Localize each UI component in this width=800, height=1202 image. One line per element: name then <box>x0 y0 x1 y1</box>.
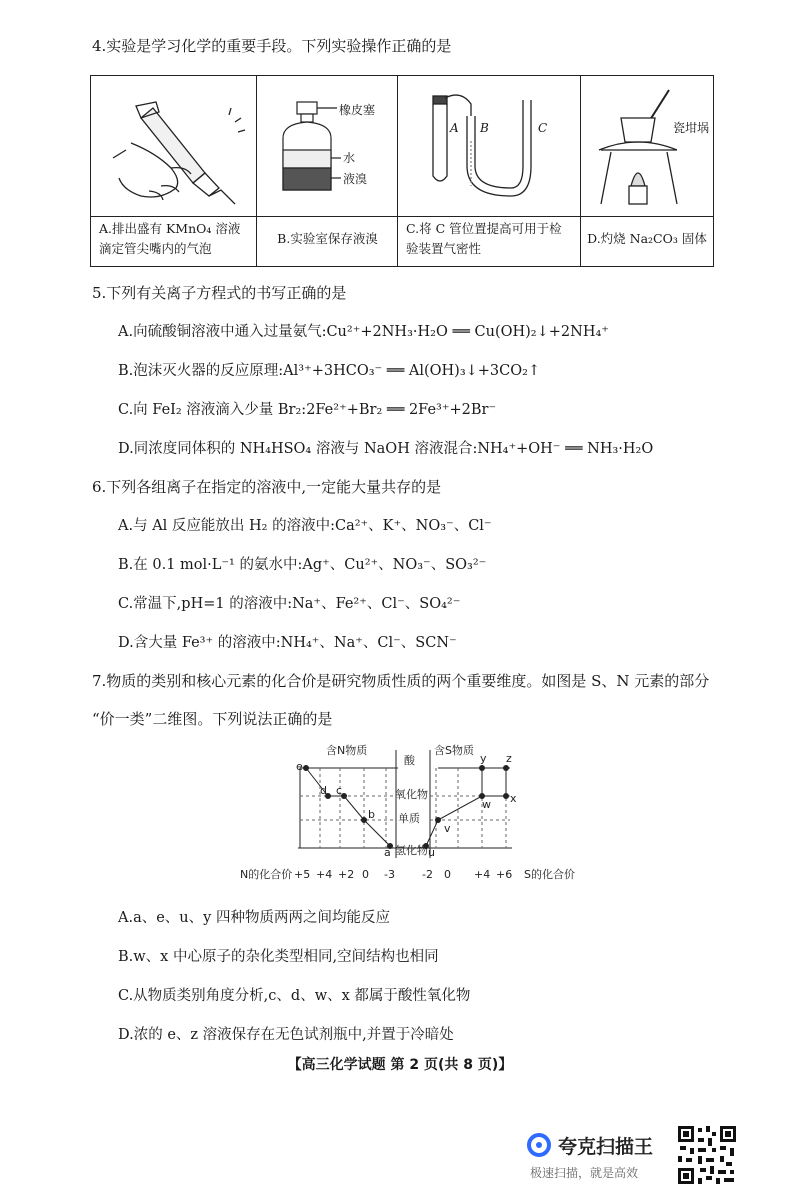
q5-option-c: C.向 FeI₂ 溶液滴入少量 Br₂:2Fe²⁺+Br₂ ══ 2Fe³⁺+2Br⁻ <box>118 402 497 418</box>
label-stopper: 橡皮塞 <box>339 103 376 117</box>
label-z: z <box>506 752 512 765</box>
bromine-bottle-illustration <box>269 98 394 208</box>
scanner-watermark <box>522 1126 672 1186</box>
label-b: b <box>368 808 375 821</box>
burette-hand-illustration <box>101 88 251 213</box>
q6-stem: 6.下列各组离子在指定的溶液中,一定能大量共存的是 <box>92 478 442 496</box>
label-c: c <box>336 784 343 797</box>
point-v <box>435 817 441 823</box>
caption-d-line1: D.灼烧 Na₂CO₃ 固体 <box>587 231 707 246</box>
n-tick-minus3: -3 <box>384 868 395 881</box>
q7-option-d: D.浓的 e、z 溶液保存在无色试剂瓶中,并置于冷暗处 <box>118 1027 454 1043</box>
q4-figure-table <box>90 75 714 267</box>
category-element: 单质 <box>398 812 420 825</box>
q7-option-a: A.a、e、u、y 四种物质两两之间均能反应 <box>118 910 390 926</box>
label-bromine: 液溴 <box>343 172 368 186</box>
q5-option-a: A.向硫酸铜溶液中通入过量氨气:Cu²⁺+2NH₃·H₂O ══ Cu(OH)₂↓+2NH₄⁺ <box>118 324 609 340</box>
q7-stem-line1: 7.物质的类别和核心元素的化合价是研究物质性质的两个重要维度。如图是 S、N 元素的部分 <box>92 672 710 690</box>
point-e <box>303 765 309 771</box>
label-u: u <box>428 846 435 859</box>
point-x <box>503 793 509 799</box>
q7-option-c: C.从物质类别角度分析,c、d、w、x 都属于酸性氧化物 <box>118 988 471 1004</box>
n-tick-0: 0 <box>362 868 369 881</box>
q5-stem: 5.下列有关离子方程式的书写正确的是 <box>92 284 347 302</box>
n-tick-plus4: +4 <box>316 868 333 881</box>
page-footer: 【高三化学试题 第 2 页(共 8 页)】 <box>287 1057 513 1073</box>
s-tick-0: 0 <box>444 868 451 881</box>
caption-c-line2: 验装置气密性 <box>406 241 482 256</box>
s-tick-minus2: -2 <box>422 868 433 881</box>
category-oxide: 氧化物 <box>395 788 428 801</box>
s-axis-label: S的化合价 <box>524 868 575 881</box>
caption-b-line1: B.实验室保存液溴 <box>277 231 378 246</box>
q7-stem-line2: “价一类”二维图。下列说法正确的是 <box>92 710 333 728</box>
q7-option-b: B.w、x 中心原子的杂化类型相同,空间结构也相同 <box>118 949 439 965</box>
watermark-brand: 夸克扫描王 <box>558 1136 654 1158</box>
point-b <box>361 817 367 823</box>
n-tick-plus2: +2 <box>338 868 355 881</box>
s-tick-plus4: +4 <box>474 868 491 881</box>
label-tube-b: B <box>480 121 489 135</box>
category-acid: 酸 <box>404 754 415 767</box>
q6-option-d: D.含大量 Fe³⁺ 的溶液中:NH₄⁺、Na⁺、Cl⁻、SCN⁻ <box>118 635 457 651</box>
label-y: y <box>480 752 487 765</box>
watermark-slogan: 极速扫描，就是高效 <box>530 1166 639 1180</box>
q4-caption-divider <box>91 216 713 217</box>
label-water: 水 <box>343 151 356 165</box>
crucible-tripod-illustration <box>591 86 706 211</box>
caption-a-line1: A.排出盛有 KMnO₄ 溶液 <box>99 221 241 236</box>
u-tube-apparatus-illustration <box>411 86 571 211</box>
q6-option-a: A.与 Al 反应能放出 H₂ 的溶液中:Ca²⁺、K⁺、NO₃⁻、Cl⁻ <box>118 518 492 534</box>
label-d: d <box>320 784 327 797</box>
label-v: v <box>444 822 451 835</box>
label-x: x <box>510 792 517 805</box>
n-axis-label: N的化合价 <box>240 868 293 881</box>
q6-option-b: B.在 0.1 mol·L⁻¹ 的氨水中:Ag⁺、Cu²⁺、NO₃⁻、SO₃²⁻ <box>118 557 487 573</box>
label-a: a <box>384 846 391 859</box>
q4-stem: 4.实验是学习化学的重要手段。下列实验操作正确的是 <box>92 37 452 55</box>
qr-code-icon <box>676 1124 738 1186</box>
q6-option-c: C.常温下,pH=1 的溶液中:Na⁺、Fe²⁺、Cl⁻、SO₄²⁻ <box>118 596 461 612</box>
s-tick-plus6: +6 <box>496 868 513 881</box>
q5-option-b: B.泡沫灭火器的反应原理:Al³⁺+3HCO₃⁻ ══ Al(OH)₃↓+3CO₂↑ <box>118 363 541 379</box>
label-e: e <box>296 760 303 773</box>
caption-b <box>257 229 398 249</box>
label-tube-a: A <box>450 121 459 135</box>
point-z <box>503 765 509 771</box>
caption-c <box>398 219 581 259</box>
category-hydride: 氢化物 <box>395 844 428 857</box>
label-w: w <box>482 798 491 811</box>
caption-d <box>581 229 713 249</box>
caption-a <box>91 219 257 259</box>
n-header: 含N物质 <box>326 744 368 757</box>
caption-c-line1: C.将 C 管位置提高可用于检 <box>406 221 562 236</box>
caption-a-line2: 滴定管尖嘴内的气泡 <box>99 241 212 256</box>
q5-option-d: D.同浓度同体积的 NH₄HSO₄ 溶液与 NaOH 溶液混合:NH₄⁺+OH⁻ ══ NH₃·H₂O <box>118 441 654 457</box>
n-tick-plus5: +5 <box>294 868 311 881</box>
s-header: 含S物质 <box>434 744 474 757</box>
valence-class-diagram <box>240 740 590 890</box>
point-y <box>479 765 485 771</box>
quark-logo-icon <box>526 1132 552 1158</box>
label-crucible: 瓷坩埚 <box>673 121 710 135</box>
label-tube-c: C <box>538 121 548 135</box>
